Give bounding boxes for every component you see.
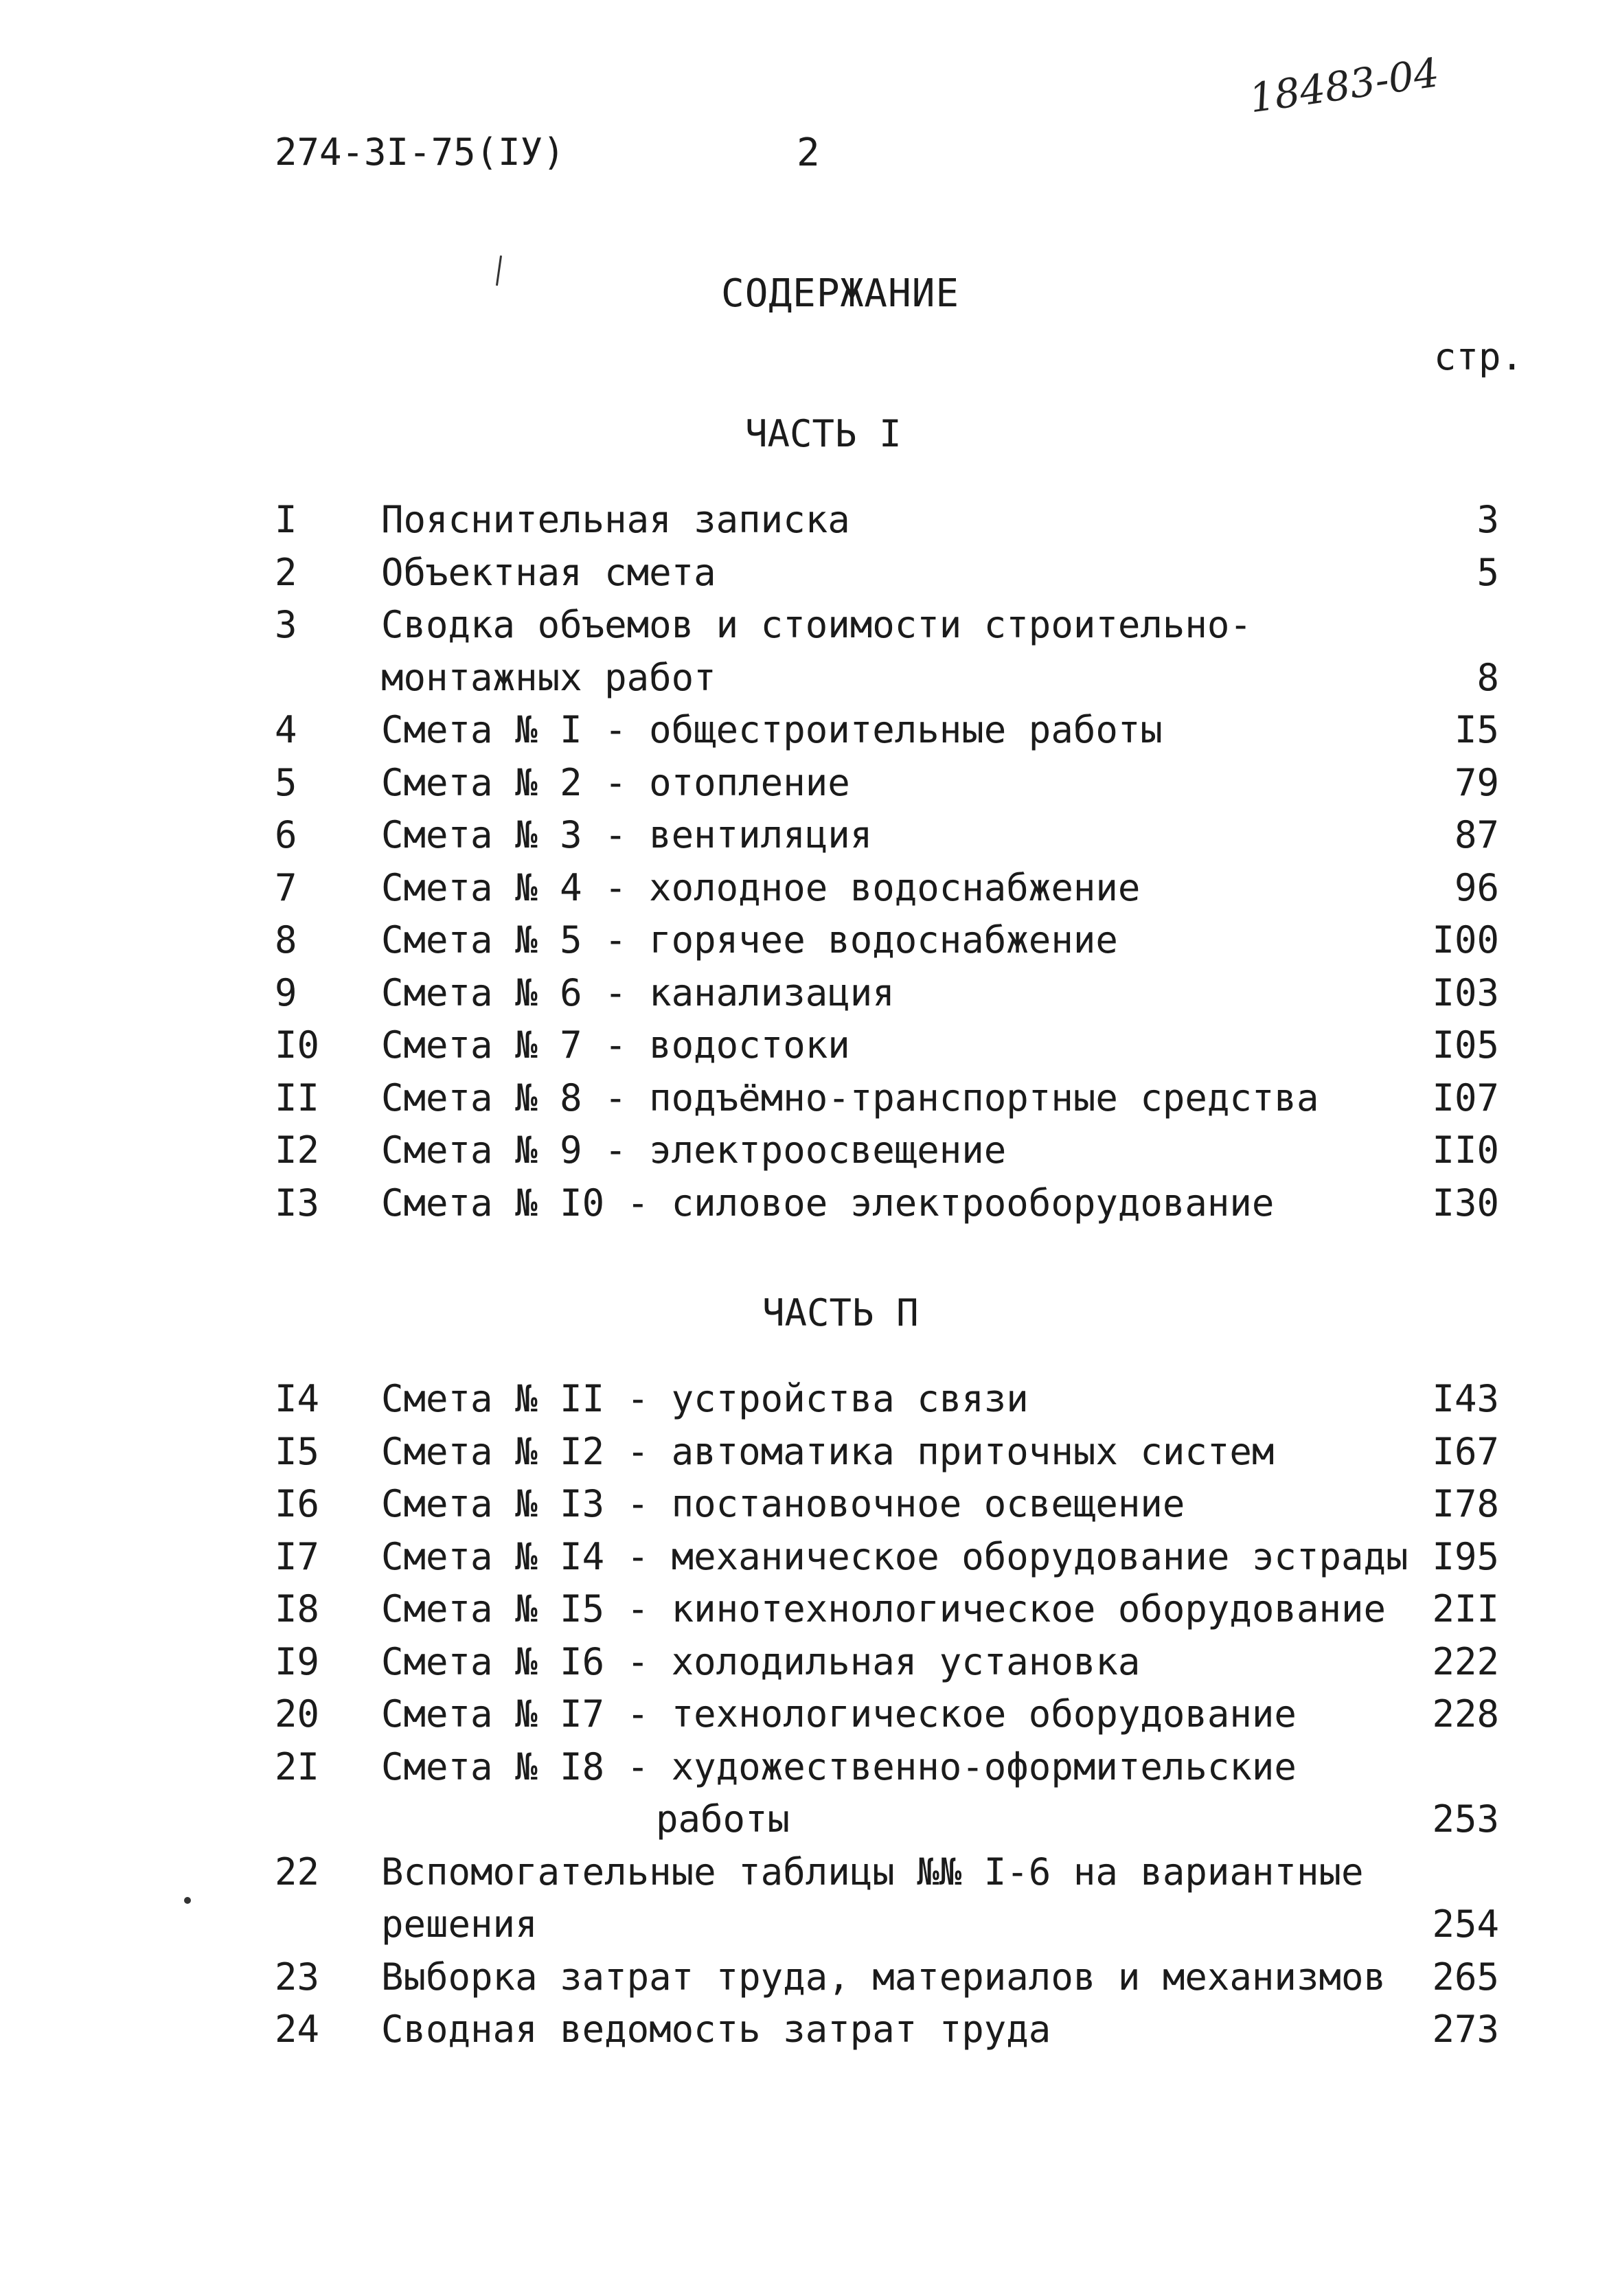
toc-item-page: I03	[1432, 970, 1499, 1014]
toc-item-title: Выборка затрат труда, материалов и механизмов	[381, 1955, 1386, 1999]
part2-heading: ЧАСТЬ П	[762, 1291, 919, 1334]
toc-item-page: 8	[1476, 655, 1499, 699]
toc-item-title: Пояснительная записка	[381, 498, 850, 541]
toc-item-title: Смета № 3 - вентиляция	[381, 813, 873, 856]
part1-heading: ЧАСТЬ I	[745, 412, 902, 455]
toc-item-number: 6	[275, 813, 297, 856]
toc-item-page: 79	[1454, 760, 1499, 804]
toc-item-page: 96	[1454, 865, 1499, 909]
toc-item-title: Смета № 2 - отопление	[381, 760, 850, 804]
toc-item-title: Смета № I8 - художественно-оформительские	[381, 1744, 1297, 1788]
toc-item-page: 273	[1432, 2008, 1499, 2051]
toc-item-title: Смета № II - устройства связи	[381, 1377, 1029, 1420]
toc-item-title: Смета № 5 - горячее водоснабжение	[381, 918, 1118, 962]
toc-item-page: 87	[1454, 813, 1499, 856]
toc-item-number: 24	[275, 2008, 320, 2051]
page-number: 2	[797, 130, 820, 175]
toc-item-title: Смета № I0 - силовое электрооборудование	[381, 1181, 1275, 1225]
toc-item-number: 2	[275, 550, 297, 594]
toc-item-page: I78	[1432, 1482, 1499, 1525]
toc-item-page: I95	[1432, 1534, 1499, 1578]
toc-item-page: 2II	[1432, 1587, 1499, 1630]
toc-item-title: Смета № 4 - холодное водоснабжение	[381, 865, 1141, 909]
toc-item-number: I3	[275, 1181, 320, 1225]
toc-item-title: Смета № 9 - электроосвещение	[381, 1128, 1007, 1172]
toc-item-title: Вспомогательные таблицы №№ I-6 на вариантные	[381, 1850, 1364, 1894]
margin-dot	[184, 1897, 191, 1904]
handwritten-number: 18483-04	[1246, 49, 1442, 122]
toc-item-number: I0	[275, 1023, 320, 1067]
toc-item-title: Сводка объемов и стоимости строительно-	[381, 603, 1252, 646]
toc-item-title: Смета № 7 - водостоки	[381, 1023, 850, 1067]
toc-item-title: работы	[656, 1797, 790, 1841]
toc-item-title: Смета № I2 - автоматика приточных систем	[381, 1429, 1275, 1473]
toc-item-page: I43	[1432, 1377, 1499, 1420]
toc-item-number: 22	[275, 1850, 320, 1894]
toc-item-page: I07	[1432, 1076, 1499, 1119]
toc-item-number: 20	[275, 1692, 320, 1736]
toc-item-title: Смета № I3 - постановочное освещение	[381, 1482, 1185, 1525]
toc-item-number: II	[275, 1076, 320, 1119]
toc-item-page: I30	[1432, 1181, 1499, 1225]
toc-item-number: I9	[275, 1639, 320, 1683]
toc-item-page: 228	[1432, 1692, 1499, 1736]
toc-item-number: 23	[275, 1955, 320, 1999]
toc-item-title: Объектная смета	[381, 550, 716, 594]
toc-item-title: Смета № I4 - механическое оборудование эстрады	[381, 1534, 1408, 1578]
toc-item-page: I67	[1432, 1429, 1499, 1473]
toc-item-number: I	[275, 498, 297, 541]
toc-item-page: 254	[1432, 1902, 1499, 1946]
toc-item-page: 3	[1476, 498, 1499, 541]
toc-item-title: Смета № I6 - холодильная установка	[381, 1639, 1141, 1683]
toc-item-number: I4	[275, 1377, 320, 1420]
toc-item-title: решения	[381, 1902, 538, 1946]
toc-item-page: II0	[1432, 1128, 1499, 1172]
toc-item-page: I5	[1454, 708, 1499, 751]
page-column-label: стр.	[1434, 335, 1524, 378]
toc-item-page: 5	[1476, 550, 1499, 594]
toc-item-title: Смета № 8 - подъёмно-транспортные средства	[381, 1076, 1319, 1119]
toc-item-number: 2I	[275, 1744, 320, 1788]
toc-item-page: I05	[1432, 1023, 1499, 1067]
document-code: 274-3I-75(IУ)	[275, 130, 565, 174]
toc-item-number: I7	[275, 1534, 320, 1578]
toc-item-page: 253	[1432, 1797, 1499, 1841]
toc-item-number: I6	[275, 1482, 320, 1525]
toc-item-number: 4	[275, 708, 297, 751]
toc-item-number: I8	[275, 1587, 320, 1630]
toc-item-number: 7	[275, 865, 297, 909]
toc-item-title: Сводная ведомость затрат труда	[381, 2008, 1051, 2051]
toc-item-number: 3	[275, 603, 297, 646]
toc-item-number: 5	[275, 760, 297, 804]
toc-item-title: Смета № I - общестроительные работы	[381, 708, 1163, 751]
toc-item-title: Смета № 6 - канализация	[381, 970, 895, 1014]
toc-item-page: 222	[1432, 1639, 1499, 1683]
toc-item-title: Смета № I7 - технологическое оборудование	[381, 1692, 1297, 1736]
toc-item-number: I2	[275, 1128, 320, 1172]
toc-item-title: монтажных работ	[381, 655, 716, 699]
toc-item-title: Смета № I5 - кинотехнологическое оборудование	[381, 1587, 1386, 1630]
toc-item-number: 8	[275, 918, 297, 962]
toc-item-page: 265	[1432, 1955, 1499, 1999]
toc-title: СОДЕРЖАНИЕ	[721, 271, 960, 316]
pencil-mark	[496, 255, 502, 286]
toc-item-number: I5	[275, 1429, 320, 1473]
toc-item-page: I00	[1432, 918, 1499, 962]
toc-item-number: 9	[275, 970, 297, 1014]
